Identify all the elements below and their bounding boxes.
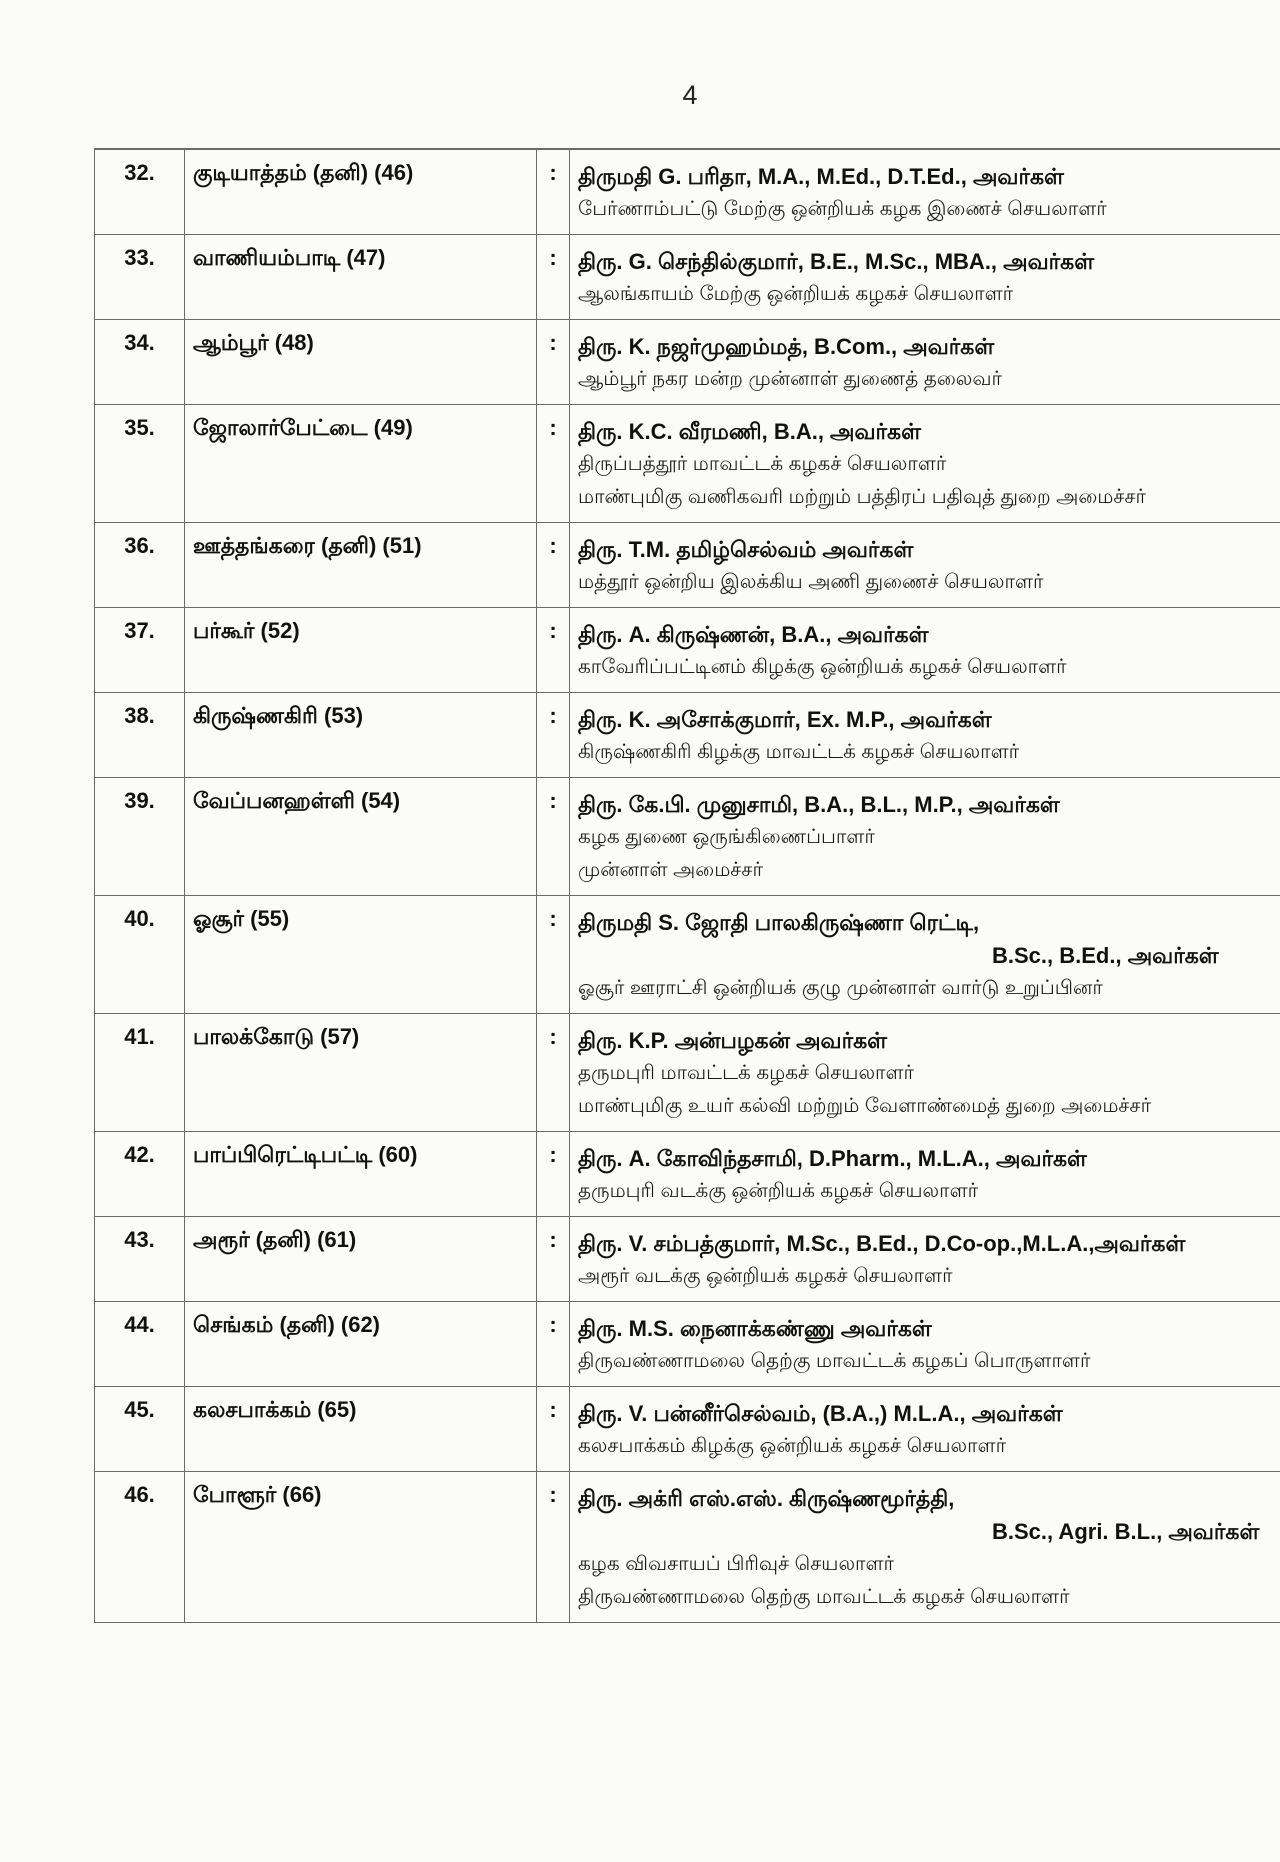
- table-row: [95, 608, 1280, 693]
- separator-colon: :: [537, 693, 570, 778]
- serial-number: 35.: [95, 405, 185, 523]
- candidate-table: [94, 148, 1280, 1623]
- constituency-name: வாணியம்பாடி (47): [185, 235, 537, 320]
- constituency-name: வேப்பனஹள்ளி (54): [185, 778, 537, 896]
- candidate-cell: [570, 149, 1280, 235]
- serial-number: 36.: [95, 523, 185, 608]
- constituency-name: ஜோலார்பேட்டை (49): [185, 405, 537, 523]
- table-row: [95, 235, 1280, 320]
- candidate-post: பேர்ணாம்பட்டு மேற்கு ஒன்றியக் கழக இணைச் செயலாளர்: [578, 198, 1107, 220]
- candidate-name: திரு. கே.பி. முனுசாமி, B.A., B.L., M.P., அவர்கள்: [578, 792, 1060, 817]
- separator-colon: :: [537, 405, 570, 523]
- candidate-cell: [570, 405, 1280, 523]
- candidate-post: திருவண்ணாமலை தெற்கு மாவட்டக் கழகச் செயலாளர்: [578, 1586, 1070, 1608]
- table-row: [95, 1387, 1280, 1472]
- table-row: [95, 523, 1280, 608]
- page-number: 4: [682, 80, 698, 110]
- candidate-post: அரூர் வடக்கு ஒன்றியக் கழகச் செயலாளர்: [578, 1265, 953, 1287]
- constituency-name: பாலக்கோடு (57): [185, 1014, 537, 1132]
- candidate-post: கிருஷ்ணகிரி கிழக்கு மாவட்டக் கழகச் செயலாளர்: [578, 741, 1020, 763]
- candidate-cell: [570, 1132, 1280, 1217]
- constituency-name: பாப்பிரெட்டிபட்டி (60): [185, 1132, 537, 1217]
- table-row: [95, 778, 1280, 896]
- table-row: [95, 896, 1280, 1014]
- separator-colon: :: [537, 1132, 570, 1217]
- constituency-name: செங்கம் (தனி) (62): [185, 1302, 537, 1387]
- table-row: [95, 405, 1280, 523]
- candidate-cell: [570, 1387, 1280, 1472]
- candidate-post: ஓசூர் ஊராட்சி ஒன்றியக் குழு முன்னாள் வார்டு உறுப்பினர்: [578, 977, 1103, 999]
- candidate-name: திரு. K. அசோக்குமார், Ex. M.P., அவர்கள்: [578, 707, 992, 732]
- candidate-qualification: B.Sc., Agri. B.L., அவர்கள்: [992, 1519, 1260, 1544]
- table-row: [95, 1132, 1280, 1217]
- constituency-name: போளூர் (66): [185, 1472, 537, 1623]
- candidate-name: திருமதி G. பரிதா, M.A., M.Ed., D.T.Ed., அவர்கள்: [578, 164, 1064, 189]
- serial-number: 34.: [95, 320, 185, 405]
- constituency-name: பர்கூர் (52): [185, 608, 537, 693]
- candidate-name: திரு. K.C. வீரமணி, B.A., அவர்கள்: [578, 419, 921, 444]
- candidate-post: திருவண்ணாமலை தெற்கு மாவட்டக் கழகப் பொருளாளர்: [578, 1350, 1091, 1372]
- candidate-cell: [570, 1472, 1280, 1623]
- candidate-name: திரு. அக்ரி எஸ்.எஸ். கிருஷ்ணமூர்த்தி,: [578, 1486, 955, 1511]
- candidate-cell: [570, 1302, 1280, 1387]
- serial-number: 38.: [95, 693, 185, 778]
- candidate-cell: [570, 320, 1280, 405]
- separator-colon: :: [537, 235, 570, 320]
- serial-number: 32.: [95, 149, 185, 235]
- constituency-name: கலசபாக்கம் (65): [185, 1387, 537, 1472]
- candidate-qualification: B.Sc., B.Ed., அவர்கள்: [992, 943, 1219, 968]
- serial-number: 43.: [95, 1217, 185, 1302]
- candidate-name: திரு. M.S. நைனாக்கண்ணு அவர்கள்: [578, 1316, 932, 1341]
- candidate-cell: [570, 523, 1280, 608]
- table-row: [95, 1014, 1280, 1132]
- candidate-post: தருமபுரி மாவட்டக் கழகச் செயலாளர்: [578, 1062, 915, 1084]
- serial-number: 42.: [95, 1132, 185, 1217]
- candidate-post: கழக துணை ஒருங்கிணைப்பாளர்: [578, 826, 875, 848]
- separator-colon: :: [537, 149, 570, 235]
- constituency-name: கிருஷ்ணகிரி (53): [185, 693, 537, 778]
- candidate-table-body: [95, 149, 1280, 1623]
- candidate-post: மத்தூர் ஒன்றிய இலக்கிய அணி துணைச் செயலாளர்: [578, 571, 1044, 593]
- candidate-cell: [570, 235, 1280, 320]
- serial-number: 33.: [95, 235, 185, 320]
- separator-colon: :: [537, 1472, 570, 1623]
- separator-colon: :: [537, 608, 570, 693]
- separator-colon: :: [537, 1014, 570, 1132]
- candidate-name: திரு. T.M. தமிழ்செல்வம் அவர்கள்: [578, 537, 914, 562]
- separator-colon: :: [537, 1387, 570, 1472]
- separator-colon: :: [537, 320, 570, 405]
- separator-colon: :: [537, 1217, 570, 1302]
- table-row: [95, 1217, 1280, 1302]
- table-row: [95, 693, 1280, 778]
- candidate-name: திரு. K. நஜர்முஹம்மத், B.Com., அவர்கள்: [578, 334, 995, 359]
- constituency-name: ஓசூர் (55): [185, 896, 537, 1014]
- table-row: [95, 1302, 1280, 1387]
- serial-number: 41.: [95, 1014, 185, 1132]
- candidate-name: திரு. G. செந்தில்குமார், B.E., M.Sc., MBA., அவர்கள்: [578, 249, 1095, 274]
- candidate-cell: [570, 1217, 1280, 1302]
- constituency-name: அரூர் (தனி) (61): [185, 1217, 537, 1302]
- table-row: [95, 1472, 1280, 1623]
- candidate-post: ஆலங்காயம் மேற்கு ஒன்றியக் கழகச் செயலாளர்: [578, 283, 1014, 305]
- candidate-post: முன்னாள் அமைச்சர்: [578, 859, 763, 881]
- candidate-post: காவேரிப்பட்டினம் கிழக்கு ஒன்றியக் கழகச் செயலாளர்: [578, 656, 1067, 678]
- constituency-name: ஆம்பூர் (48): [185, 320, 537, 405]
- candidate-post: ஆம்பூர் நகர மன்ற முன்னாள் துணைத் தலைவர்: [578, 368, 1002, 390]
- candidate-post: திருப்பத்தூர் மாவட்டக் கழகச் செயலாளர்: [578, 453, 947, 475]
- candidate-name: திரு. V. பன்னீர்செல்வம், (B.A.,) M.L.A., அவர்கள்: [578, 1401, 1063, 1426]
- candidate-cell: [570, 1014, 1280, 1132]
- candidate-name: திரு. A. கோவிந்தசாமி, D.Pharm., M.L.A., அவர்கள்: [578, 1146, 1087, 1171]
- constituency-name: ஊத்தங்கரை (தனி) (51): [185, 523, 537, 608]
- candidate-cell: [570, 608, 1280, 693]
- serial-number: 40.: [95, 896, 185, 1014]
- candidate-post: மாண்புமிகு வணிகவரி மற்றும் பத்திரப் பதிவுத் துறை அமைச்சர்: [578, 486, 1146, 508]
- candidate-name: திரு. A. கிருஷ்ணன், B.A., அவர்கள்: [578, 622, 929, 647]
- table-row: [95, 149, 1280, 235]
- separator-colon: :: [537, 1302, 570, 1387]
- separator-colon: :: [537, 778, 570, 896]
- candidate-post: கழக விவசாயப் பிரிவுச் செயலாளர்: [578, 1553, 894, 1575]
- serial-number: 37.: [95, 608, 185, 693]
- table-row: [95, 320, 1280, 405]
- separator-colon: :: [537, 896, 570, 1014]
- candidate-post: தருமபுரி வடக்கு ஒன்றியக் கழகச் செயலாளர்: [578, 1180, 979, 1202]
- separator-colon: :: [537, 523, 570, 608]
- candidate-name: திருமதி S. ஜோதி பாலகிருஷ்ணா ரெட்டி,: [578, 910, 980, 935]
- candidate-cell: [570, 778, 1280, 896]
- serial-number: 45.: [95, 1387, 185, 1472]
- candidate-name: திரு. V. சம்பத்குமார், M.Sc., B.Ed., D.Co-op.,M.L.A.,அவர்கள்: [578, 1231, 1186, 1256]
- serial-number: 39.: [95, 778, 185, 896]
- candidate-cell: [570, 896, 1280, 1014]
- serial-number: 44.: [95, 1302, 185, 1387]
- constituency-name: குடியாத்தம் (தனி) (46): [185, 149, 537, 235]
- candidate-cell: [570, 693, 1280, 778]
- serial-number: 46.: [95, 1472, 185, 1623]
- candidate-post: கலசபாக்கம் கிழக்கு ஒன்றியக் கழகச் செயலாளர்: [578, 1435, 1007, 1457]
- candidate-name: திரு. K.P. அன்பழகன் அவர்கள்: [578, 1028, 887, 1053]
- candidate-post: மாண்புமிகு உயர் கல்வி மற்றும் வேளாண்மைத் துறை அமைச்சர்: [578, 1095, 1152, 1117]
